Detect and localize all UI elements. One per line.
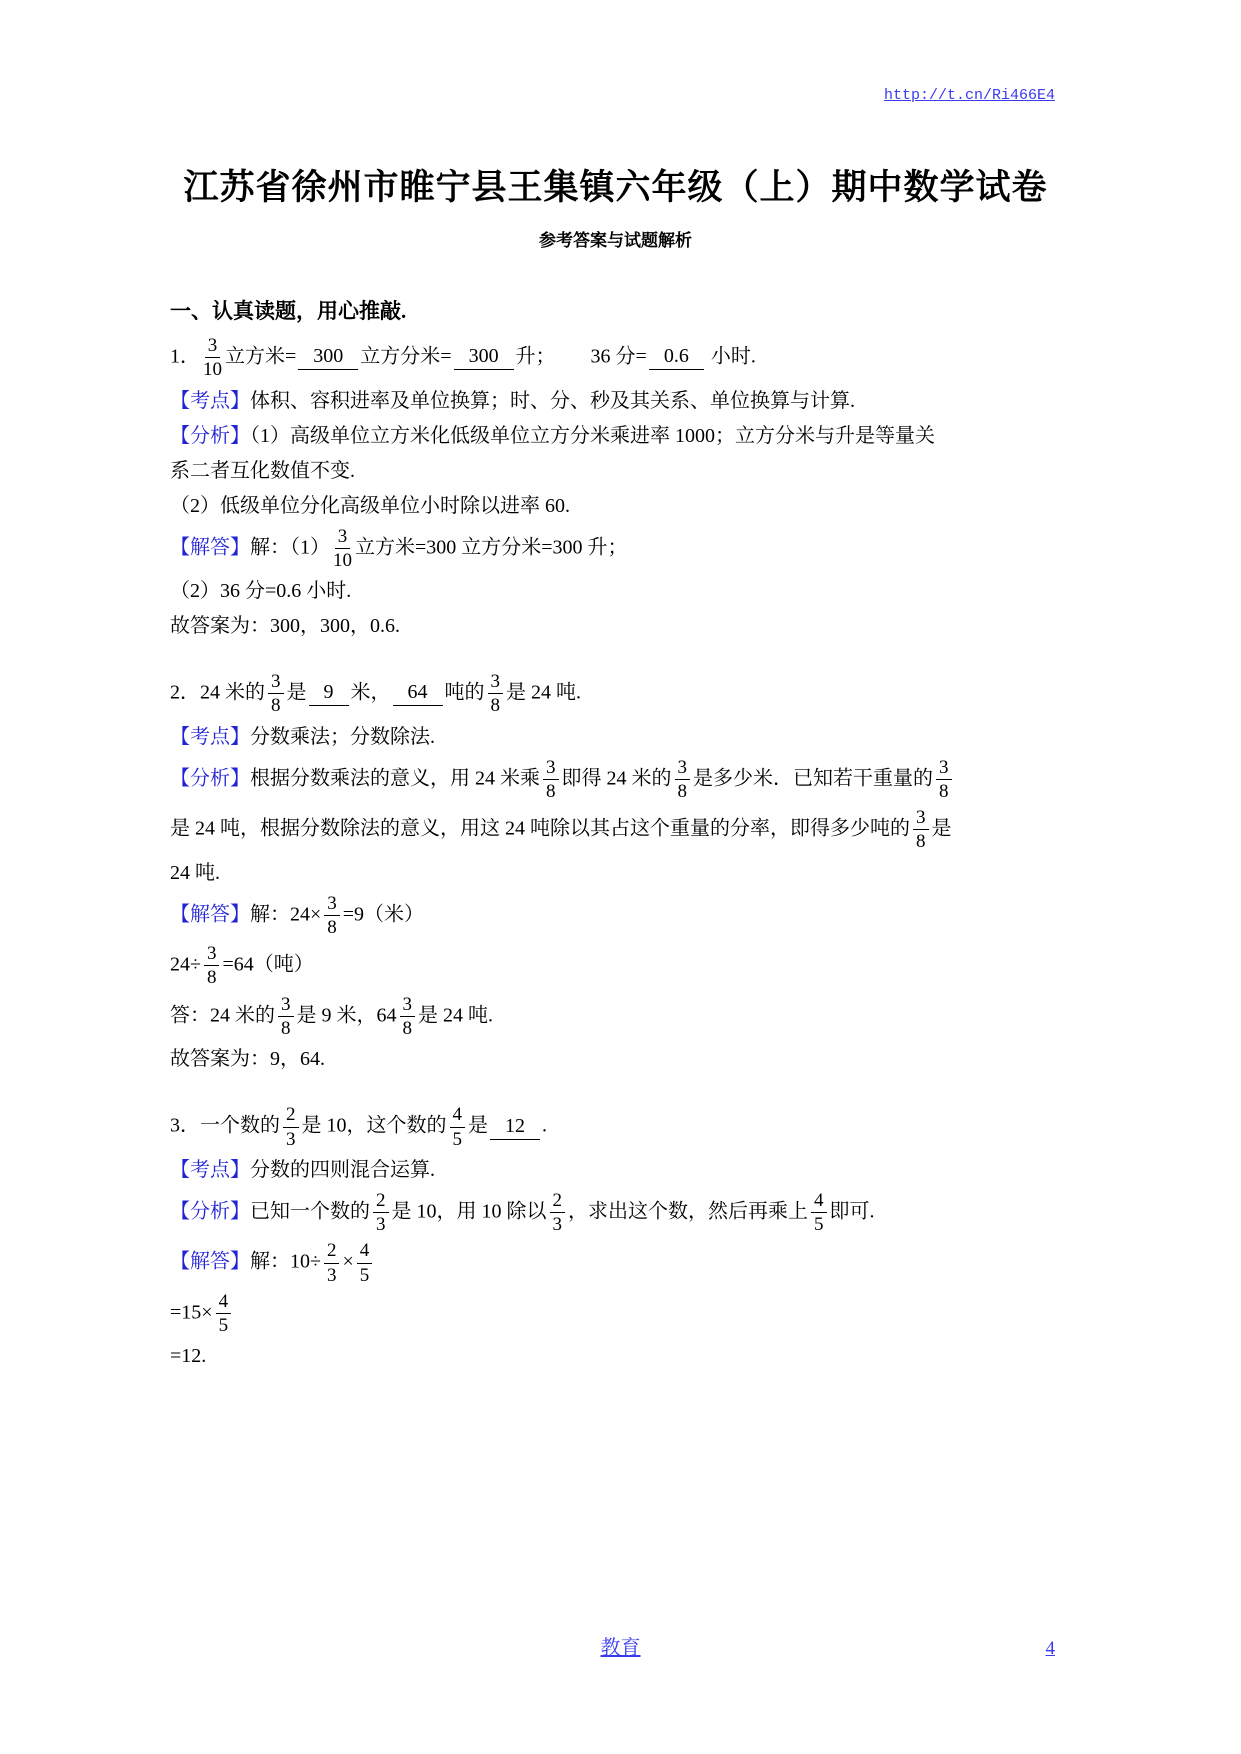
text-run: 2．24 米的 — [170, 681, 265, 704]
text-run: 是 24 吨，根据分数除法的意义，用这 24 吨除以其占这个重量的分率，即得多少吨的 — [170, 817, 910, 840]
fraction-denominator: 8 — [939, 780, 949, 802]
document-content — [170, 335, 1061, 1371]
fraction-denominator: 8 — [916, 831, 926, 853]
text-run: 体积、容积进率及单位换算；时、分、秒及其关系、单位换算与计算. — [250, 389, 855, 412]
tag-label-kaodian: 【考点】 — [170, 389, 250, 412]
content-line — [170, 893, 1061, 939]
content-line — [170, 671, 1061, 717]
text-run: （1）高级单位立方米化低级单位立方分米乘进率 1000；立方分米与升是等量关 — [250, 424, 935, 447]
text-run: （2）低级单位分化高级单位小时除以进率 60. — [170, 494, 570, 517]
document-body — [170, 160, 1061, 1376]
text-run: ，求出这个数，然后再乘上 — [568, 1200, 808, 1223]
fraction-denominator: 5 — [814, 1214, 824, 1236]
text-run: 是 10，用 10 除以 — [391, 1200, 547, 1223]
tag-label-kaodian: 【考点】 — [170, 725, 250, 748]
text-run: =12. — [170, 1345, 207, 1368]
fraction — [543, 757, 559, 803]
fraction-numerator: 4 — [357, 1240, 373, 1263]
fraction-numerator: 2 — [283, 1104, 299, 1127]
content-line — [170, 386, 1061, 416]
text-run: 即得 24 米的 — [561, 766, 672, 789]
fraction-denominator: 8 — [677, 780, 687, 802]
content-line — [170, 757, 1061, 803]
text-run: 小时. — [705, 345, 756, 368]
content-line — [170, 456, 1061, 486]
tag-label-fenxi: 【分析】 — [170, 424, 250, 447]
fraction-denominator: 5 — [452, 1128, 462, 1150]
text-run: 立方分米= — [360, 345, 452, 368]
text-run: 根据分数乘法的意义，用 24 米乘 — [250, 766, 540, 789]
text-run: =64（吨） — [222, 953, 314, 976]
text-run: 是 — [468, 1114, 488, 1137]
fraction — [324, 1240, 340, 1286]
content-line — [170, 1291, 1061, 1337]
fraction-denominator: 8 — [271, 695, 281, 717]
content-line — [170, 421, 1061, 451]
fraction-denominator: 3 — [376, 1214, 386, 1236]
fraction — [268, 671, 284, 717]
fraction — [488, 671, 504, 717]
fraction — [357, 1240, 373, 1286]
fraction-numerator: 3 — [204, 943, 220, 966]
fraction — [324, 893, 340, 939]
text-run: 1． — [170, 345, 200, 368]
content-line — [170, 611, 1061, 641]
content-line — [170, 858, 1061, 888]
fraction-denominator: 3 — [326, 1264, 337, 1286]
text-run: 已知一个数的 — [250, 1200, 370, 1223]
answer-blank: 12 — [490, 1114, 540, 1140]
tag-label-kaodian: 【考点】 — [170, 1158, 250, 1181]
fraction — [283, 1104, 299, 1150]
fraction-denominator: 5 — [359, 1264, 370, 1286]
text-run: 升； 36 分= — [515, 345, 647, 368]
fraction-denominator: 8 — [281, 1017, 291, 1039]
text-run: 立方米=300 立方分米=300 升； — [355, 535, 628, 558]
tag-label-fenxi: 【分析】 — [170, 766, 250, 789]
text-run: 24÷ — [170, 953, 201, 976]
fraction-denominator: 8 — [206, 967, 217, 989]
footer-link[interactable]: 教育 — [600, 1637, 641, 1659]
text-run: 立方米= — [225, 345, 297, 368]
answer-blank: 9 — [309, 680, 349, 706]
page-title: 江苏省徐州市睢宁县王集镇六年级（上）期中数学试卷 — [183, 168, 1048, 207]
header-link-row — [884, 86, 1055, 104]
content-line — [170, 1240, 1061, 1286]
text-run: 解：10÷ — [250, 1250, 321, 1273]
text-run: × — [342, 1250, 354, 1273]
text-run: 吨的 — [444, 681, 485, 704]
fraction-numerator: 2 — [550, 1190, 566, 1213]
content-line — [170, 1155, 1061, 1185]
header-url-link[interactable]: http://t.cn/Ri466E4 — [883, 87, 1055, 104]
text-run: 故答案为：300，300，0.6. — [170, 615, 400, 638]
tag-label-jieda: 【解答】 — [170, 1250, 250, 1273]
content-line — [170, 335, 1061, 381]
fraction-denominator: 8 — [327, 916, 337, 938]
fraction-denominator: 5 — [218, 1315, 229, 1337]
content-line — [170, 1341, 1061, 1371]
text-run: 是多少米．已知若干重量的 — [693, 766, 933, 789]
answer-blank: 300 — [454, 344, 514, 370]
content-line — [170, 491, 1061, 521]
content-line — [170, 807, 1061, 853]
fraction — [204, 943, 220, 989]
fraction-denominator: 8 — [402, 1017, 412, 1039]
fraction — [550, 1190, 566, 1236]
fraction-numerator: 3 — [543, 757, 559, 780]
fraction-denominator: 8 — [546, 780, 556, 802]
fraction — [400, 994, 416, 1040]
fraction — [811, 1190, 827, 1236]
fraction-numerator: 3 — [278, 994, 294, 1017]
fraction — [333, 526, 352, 572]
text-run: 分数乘法；分数除法. — [250, 725, 435, 748]
fraction-denominator: 8 — [490, 695, 500, 717]
text-run: 是 9 米，64 — [296, 1004, 397, 1027]
text-run: . — [542, 1114, 547, 1137]
text-run: 解：24× — [250, 903, 322, 926]
fraction — [675, 757, 691, 803]
text-run: 是 — [931, 817, 952, 840]
content-line — [170, 994, 1061, 1040]
tag-label-fenxi: 【分析】 — [170, 1200, 250, 1223]
content-line — [170, 722, 1061, 752]
fraction-numerator: 3 — [913, 807, 929, 830]
text-run: 故答案为：9，64. — [170, 1048, 325, 1071]
fraction — [450, 1104, 466, 1150]
fraction-numerator: 3 — [400, 994, 416, 1017]
text-run: 系二者互化数值不变. — [170, 459, 355, 482]
fraction — [373, 1190, 389, 1236]
text-run: =9（米） — [342, 903, 425, 926]
text-run: 是 24 吨. — [506, 681, 581, 704]
tag-label-jieda: 【解答】 — [170, 535, 250, 558]
fraction-numerator: 3 — [324, 893, 340, 916]
fraction — [913, 807, 929, 853]
fraction-numerator: 3 — [488, 671, 504, 694]
text-run: =15× — [170, 1301, 213, 1324]
content-line — [170, 1104, 1061, 1150]
text-run: 分数的四则混合运算. — [250, 1158, 435, 1181]
fraction-numerator: 3 — [335, 526, 351, 549]
text-run: （2）36 分=0.6 小时. — [170, 580, 352, 603]
fraction — [203, 335, 222, 381]
text-run: 解：（1） — [250, 535, 330, 558]
fraction-numerator: 2 — [373, 1190, 389, 1213]
fraction-numerator: 4 — [811, 1190, 827, 1213]
content-line — [170, 1044, 1061, 1074]
fraction — [216, 1291, 232, 1337]
fraction-denominator: 3 — [552, 1214, 562, 1236]
text-run: 即可. — [829, 1200, 875, 1223]
fraction-numerator: 3 — [268, 671, 284, 694]
fraction-denominator: 10 — [203, 359, 222, 381]
fraction — [278, 994, 294, 1040]
section-heading: 一、认真读题，用心推敲. — [170, 299, 407, 323]
text-run: 是 24 吨. — [418, 1004, 493, 1027]
text-run: 米， — [350, 681, 391, 704]
content-line — [170, 943, 1061, 989]
fraction-numerator: 4 — [450, 1104, 466, 1127]
answer-blank: 300 — [298, 344, 358, 370]
fraction-denominator: 3 — [286, 1128, 296, 1150]
text-run: 是 10，这个数的 — [301, 1114, 447, 1137]
fraction-numerator: 4 — [216, 1291, 232, 1314]
footer-page-number[interactable]: 4 — [1045, 1638, 1055, 1659]
fraction — [936, 757, 952, 803]
answer-blank: 64 — [393, 680, 443, 706]
answer-blank: 0.6 — [649, 344, 704, 370]
text-run: 3．一个数的 — [170, 1114, 280, 1137]
text-run: 答：24 米的 — [170, 1004, 275, 1027]
text-run: 是 — [286, 681, 307, 704]
fraction-numerator: 3 — [675, 757, 691, 780]
fraction-denominator: 10 — [333, 549, 352, 571]
tag-label-jieda: 【解答】 — [170, 903, 250, 926]
fraction-numerator: 3 — [205, 335, 221, 358]
fraction-numerator: 2 — [324, 1240, 340, 1263]
content-line — [170, 526, 1061, 572]
content-line — [170, 1190, 1061, 1236]
fraction-numerator: 3 — [936, 757, 952, 780]
content-line — [170, 576, 1061, 606]
page-subtitle: 参考答案与试题解析 — [539, 231, 692, 250]
text-run: 24 吨. — [170, 861, 220, 884]
